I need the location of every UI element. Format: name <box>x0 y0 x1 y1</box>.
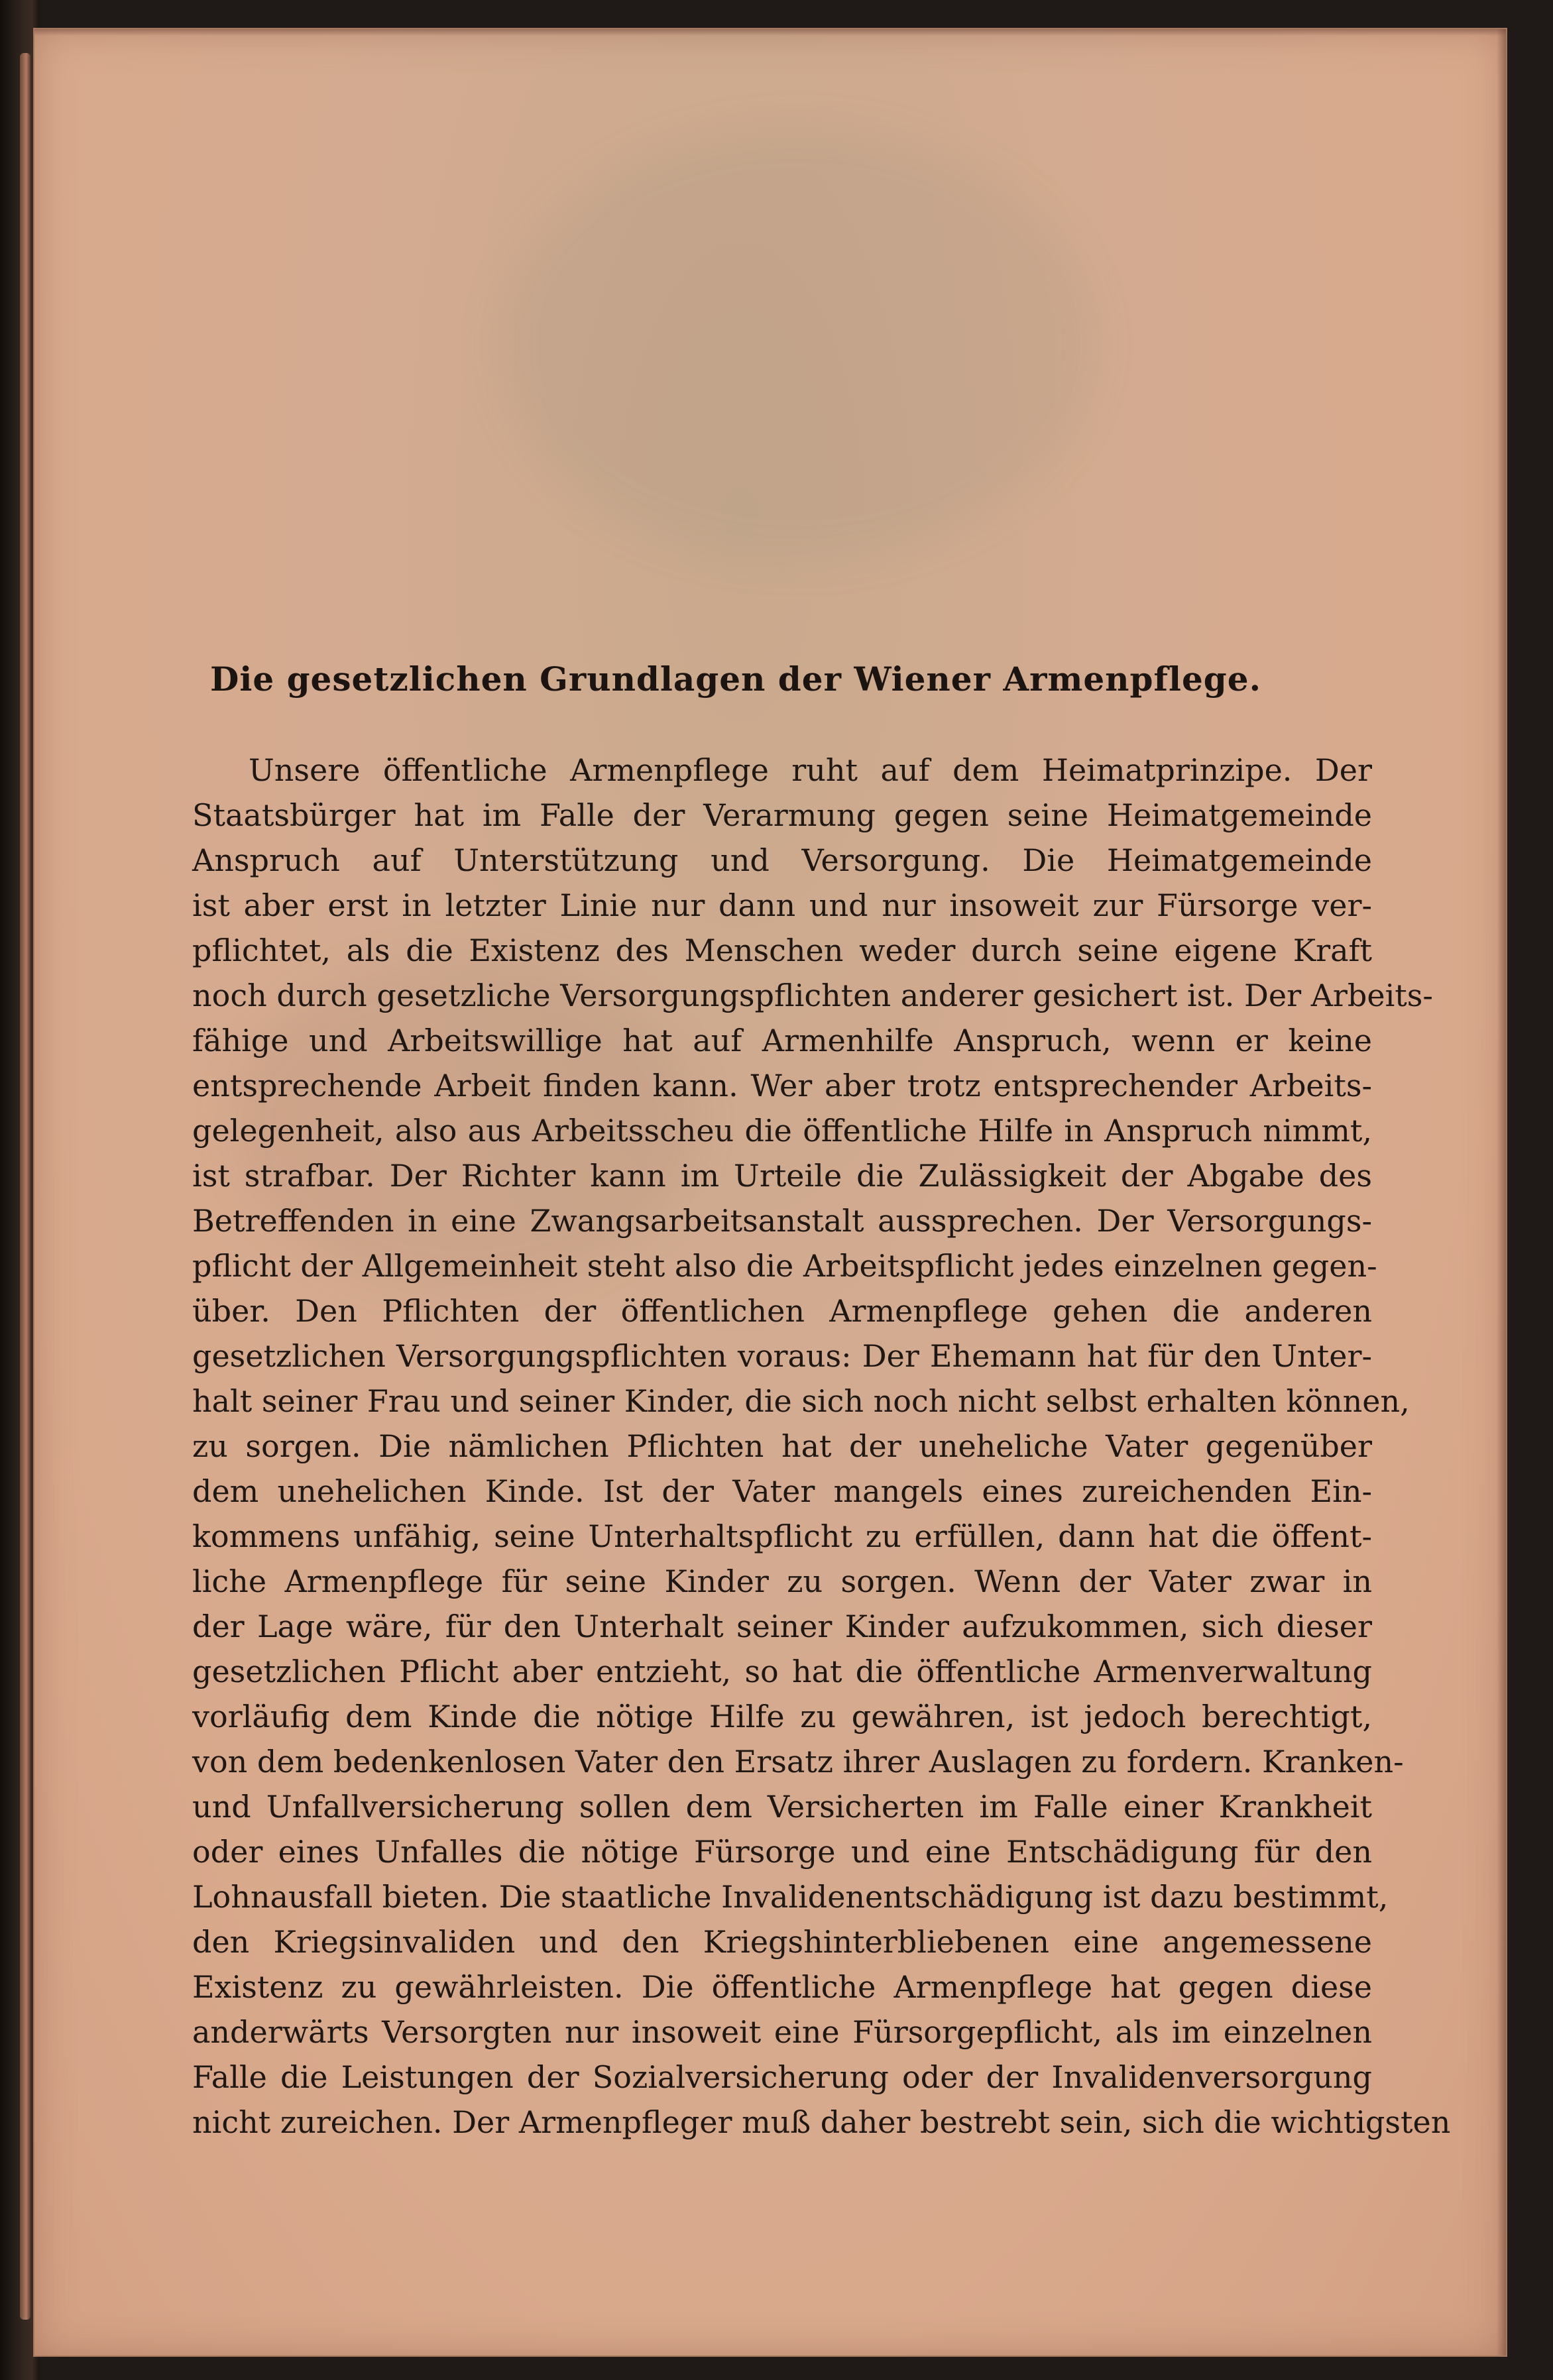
body-paragraph <box>192 748 1451 2145</box>
text-line: entsprechende Arbeit finden kann. Wer aber trotz entsprechender Arbeits- <box>192 1068 1372 1104</box>
text-line: dem unehelichen Kinde. Ist der Vater mangels eines zureichenden Ein- <box>192 1473 1372 1509</box>
book-binding <box>0 0 40 2380</box>
text-line: gesetzlichen Versorgungspflichten voraus: Der Ehemann hat für den Unter- <box>192 1338 1372 1374</box>
text-line: über. Den Pflichten der öffentlichen Armenpflege gehen die anderen <box>192 1293 1372 1329</box>
text-line: Falle die Leistungen der Sozialversicherung oder der Invalidenversorgung <box>192 2059 1372 2095</box>
text-line: pflicht der Allgemeinheit steht also die Arbeitspflicht jedes einzelnen gegen- <box>192 1248 1377 1284</box>
text-line: gelegenheit, also aus Arbeitsscheu die öffentliche Hilfe in Anspruch nimmt, <box>192 1113 1372 1149</box>
text-line: fähige und Arbeitswillige hat auf Armenhilfe Anspruch, wenn er keine <box>192 1023 1372 1058</box>
text-line: den Kriegsinvaliden und den Kriegshinterbliebenen eine angemessene <box>192 1924 1372 1960</box>
text-line: Staatsbürger hat im Falle der Verarmung gegen seine Heimatgemeinde <box>192 797 1372 833</box>
text-line: von dem bedenkenlosen Vater den Ersatz ihrer Auslagen zu fordern. Kranken- <box>192 1744 1404 1780</box>
text-line: Lohnausfall bieten. Die staatliche Invalidenentschädigung ist dazu bestimmt, <box>192 1879 1389 1915</box>
text-line: Existenz zu gewährleisten. Die öffentliche Armenpflege hat gegen diese <box>192 1969 1372 2005</box>
text-line: oder eines Unfalles die nötige Fürsorge und eine Entschädigung für den <box>192 1834 1372 1870</box>
text-line: pflichtet, als die Existenz des Menschen weder durch seine eigene Kraft <box>192 933 1372 968</box>
paper-stain <box>498 129 1095 559</box>
text-line: und Unfallversicherung sollen dem Versicherten im Falle einer Krankheit <box>192 1789 1372 1825</box>
text-line: der Lage wäre, für den Unterhalt seiner Kinder aufzukommen, sich dieser <box>192 1609 1372 1644</box>
text-line: vorläufig dem Kinde die nötige Hilfe zu gewähren, ist jedoch berechtigt, <box>192 1699 1372 1734</box>
page-stack-edge <box>20 53 30 2320</box>
text-line: liche Armenpflege für seine Kinder zu sorgen. Wenn der Vater zwar in <box>192 1563 1372 1599</box>
page-edge-shadow <box>34 29 1506 36</box>
page-edge-shadow <box>1497 29 1506 2355</box>
text-line: Betreffenden in eine Zwangsarbeitsanstalt aussprechen. Der Versorgungs- <box>192 1203 1372 1239</box>
text-line: nicht zureichen. Der Armenpfleger muß daher bestrebt sein, sich die wichtigsten <box>192 2104 1451 2140</box>
section-heading: Die gesetzlichen Grundlagen der Wiener Armenpflege. <box>210 659 1261 699</box>
text-line: ist strafbar. Der Richter kann im Urteile die Zulässigkeit der Abgabe des <box>192 1158 1372 1194</box>
text-line: kommens unfähig, seine Unterhaltspflicht zu erfüllen, dann hat die öffent- <box>192 1518 1372 1554</box>
text-line: anderwärts Versorgten nur insoweit eine Fürsorgepflicht, als im einzelnen <box>192 2014 1372 2050</box>
text-line: halt seiner Frau und seiner Kinder, die sich noch nicht selbst erhalten können, <box>192 1383 1410 1419</box>
text-line: Anspruch auf Unterstützung und Versorgung. Die Heimatgemeinde <box>192 842 1372 878</box>
text-line: gesetzlichen Pflicht aber entzieht, so hat die öffentliche Armenverwaltung <box>192 1654 1372 1689</box>
text-line: ist aber erst in letzter Linie nur dann und nur insoweit zur Fürsorge ver- <box>192 887 1372 923</box>
text-line: Unsere öffentliche Armenpflege ruht auf dem Heimatprinzipe. Der <box>249 752 1372 788</box>
text-line: noch durch gesetzliche Versorgungspflichten anderer gesichert ist. Der Arbeits- <box>192 978 1433 1013</box>
text-line: zu sorgen. Die nämlichen Pflichten hat der uneheliche Vater gegenüber <box>192 1428 1372 1464</box>
